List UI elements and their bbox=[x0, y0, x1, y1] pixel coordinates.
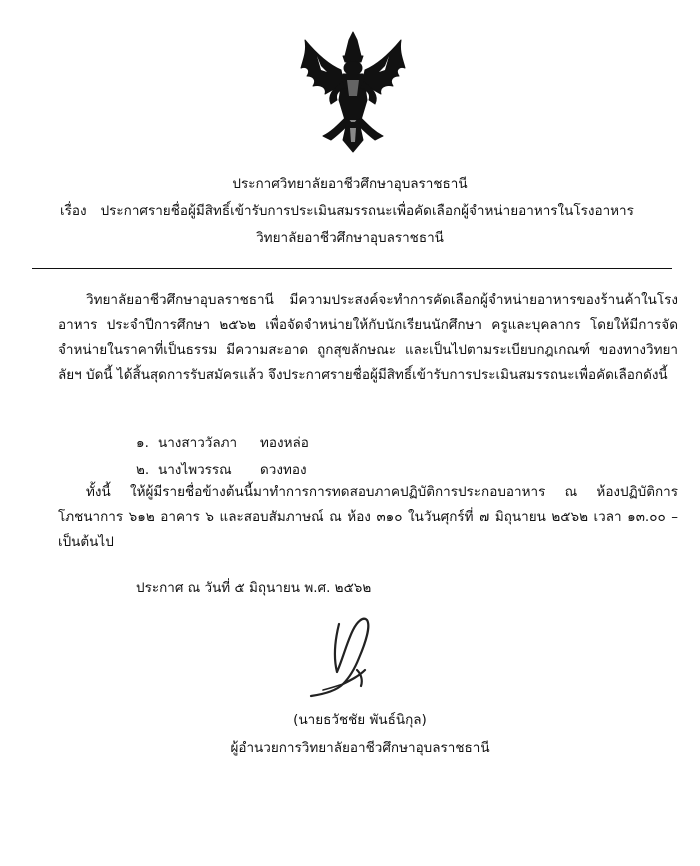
subject-label: เรื่อง bbox=[60, 203, 87, 219]
candidate-first-name: นางไพวรรณ bbox=[158, 462, 232, 478]
subject-line-2: วิทยาลัยอาชีวศึกษาอุบลราชธานี bbox=[256, 230, 444, 246]
candidate-number: ๒. bbox=[136, 462, 150, 478]
body-paragraph-2: ทั้งนี้ ให้ผู้มีรายชื่อข้างต้นนี้มาทำการการทดสอบภาคปฏิบัติการประกอบอาหาร ณ ห้องปฏิบัติการโภชนาการ ๖๑๒ อาคาร ๖ และสอบสัมภาษณ์ ณ ห้อง ๓๑๐ ในวันศุกร์ที่ ๗ มิถุนายน ๒๕๖๒ เวลา ๑๓.๐๐ – เป็นต้นไป bbox=[58, 484, 678, 550]
announcement-date: ประกาศ ณ วันที่ ๕ มิถุนายน พ.ศ. ๒๕๖๒ bbox=[136, 580, 372, 596]
candidate-first-name: นางสาววัลภา bbox=[158, 435, 238, 451]
candidate-number: ๑. bbox=[136, 435, 149, 451]
signature-image bbox=[303, 610, 388, 702]
candidate-last-name: ดวงทอง bbox=[260, 462, 307, 478]
subject-text: ประกาศรายชื่อผู้มีสิทธิ์เข้ารับการประเมินสมรรถนะเพื่อคัดเลือกผู้จำหน่ายอาหารในโรงอาหาร bbox=[100, 203, 634, 219]
signer-position: ผู้อำนวยการวิทยาลัยอาชีวศึกษาอุบลราชธานี bbox=[230, 740, 490, 756]
header-divider bbox=[32, 268, 672, 269]
body-paragraph-1: วิทยาลัยอาชีวศึกษาอุบลราชธานี มีความประสงค์จะทำการคัดเลือกผู้จำหน่ายอาหารของร้านค้าในโรงอาหาร ประจำปีการศึกษา ๒๕๖๒ เพื่อจัดจำหน่ายให้กับนักเรียนนักศึกษา ครูและบุคลากร โดยให้มีการจัดจำหน่ายในราคาที่เป็นธรรม มีความสะอาด ถูกสุขลักษณะ และเป็นไปตามระเบียบกฎเกณฑ์ ของทางวิทยาลัยฯ บัดนี้ ได้สิ้นสุดการรับสมัครแล้ว จึงประกาศรายชื่อผู้มีสิทธิ์เข้ารับการประเมินสมรรถนะเพื่อคัดเลือกดังนี้ bbox=[58, 292, 678, 383]
announcement-title: ประกาศวิทยาลัยอาชีวศึกษาอุบลราชธานี bbox=[232, 176, 468, 192]
subject-line bbox=[60, 201, 634, 221]
garuda-emblem-icon bbox=[297, 30, 409, 154]
candidate-last-name: ทองหล่อ bbox=[260, 435, 309, 451]
signer-name: (นายธวัชชัย พันธ์นิกุล) bbox=[293, 712, 427, 728]
